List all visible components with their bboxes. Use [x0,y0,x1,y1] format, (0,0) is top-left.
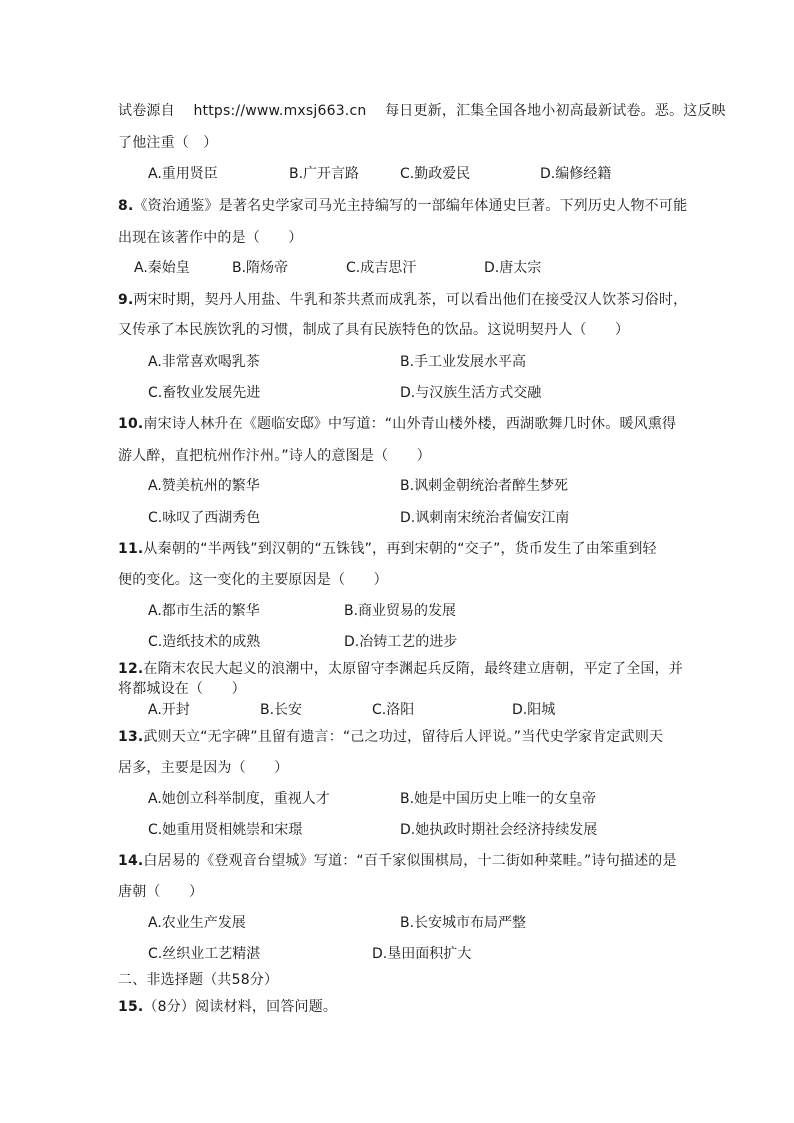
q12-option-d: D.阳城 [512,702,556,718]
q7-option-b: B.广开言路 [289,166,360,182]
q8-option-b: B.隋炀帝 [232,260,289,276]
q15-stem: 15.（8分）阅读材料，回答问题。 [118,999,338,1015]
q13-option-c: C.她重用贤相姚崇和宋璟 [148,822,303,838]
q7-continuation: 了他注重（ ） [118,135,218,151]
q8-stem-line1: 8.《资治通鉴》是著名史学家司马光主持编写的一部编年体通史巨著。下列历史人物不可能 [118,198,688,214]
q10-stem-line1: 10.南宋诗人林升在《题临安邸》中写道：“山外青山楼外楼，西湖歌舞几时休。暖风熏得 [118,416,677,432]
q14-option-c: C.丝织业工艺精湛 [148,946,261,962]
q7-option-d: D.编修经籍 [540,166,612,182]
q13-option-b: B.她是中国历史上唯一的女皇帝 [400,791,597,807]
source-line [118,101,726,121]
q15-number: 15. [118,999,144,1015]
q8-option-c: C.成吉思汗 [346,260,417,276]
q8-number: 8. [118,198,134,214]
q13-stem-line1: 13.武则天立“无字碑”且留有遗言：“己之功过，留待后人评说。”当代史学家肯定武则天 [118,729,664,745]
q8-option-a: A.秦始皇 [134,260,190,276]
q7-option-c: C.勤政爱民 [400,166,471,182]
q10-option-a: A.赞美杭州的繁华 [148,478,260,494]
q8-stem-line2: 出现在该著作中的是（ ） [118,230,303,246]
source-label: 试卷源自 [118,103,175,119]
q10-option-d: D.讽刺南宋统治者偏安江南 [400,510,570,526]
section2-title: 二、非选择题（共58分） [118,972,279,988]
q13-number: 13. [118,729,144,745]
q11-stem-line2: 便的变化。这一变化的主要原因是（ ） [118,572,388,588]
q9-option-c: C.畜牧业发展先进 [148,385,261,401]
q9-option-a: A.非常喜欢喝乳茶 [148,354,260,370]
q12-stem-line2: 将都城设在（ ） [118,681,246,697]
q11-stem-line1: 11.从秦朝的“半两钱”到汉朝的“五铢钱”，再到宋朝的“交子”，货币发生了由笨重到轻 [118,541,657,557]
q12-number: 12. [118,661,144,677]
q9-stem-line1: 9.两宋时期，契丹人用盐、牛乳和茶共煮而成乳茶，可以看出他们在接受汉人饮茶习俗时， [118,292,688,308]
q7-option-a: A.重用贤臣 [148,166,218,182]
q11-option-d: D.冶铸工艺的进步 [344,634,458,650]
q14-number: 14. [118,853,144,869]
q11-option-b: B.商业贸易的发展 [344,603,457,619]
q12-option-a: A.开封 [148,702,190,718]
q8-option-d: D.唐太宗 [484,260,542,276]
q12-option-b: B.长安 [260,702,303,718]
q11-number: 11. [118,541,144,557]
q9-option-d: D.与汉族生活方式交融 [400,385,542,401]
q9-option-b: B.手工业发展水平高 [400,354,527,370]
q9-number: 9. [118,292,134,308]
q14-stem-line2: 唐朝（ ） [118,884,204,900]
q12-option-c: C.洛阳 [372,702,415,718]
q11-option-a: A.都市生活的繁华 [148,603,260,619]
q12-stem-line1: 12.在隋末农民大起义的浪潮中，太原留守李渊起兵反隋，最终建立唐朝，平定了全国，并 [118,661,684,677]
source-url[interactable]: https://www.mxsj663.cn [193,103,367,119]
q11-option-c: C.造纸技术的成熟 [148,634,261,650]
q10-option-c: C.咏叹了西湖秀色 [148,510,261,526]
q14-option-b: B.长安城市布局严整 [400,915,527,931]
q14-option-d: D.垦田面积扩大 [372,946,472,962]
q13-option-d: D.她执政时期社会经济持续发展 [400,822,598,838]
q13-option-a: A.她创立科举制度，重视人才 [148,791,330,807]
q10-number: 10. [118,416,144,432]
source-notice: 每日更新，汇集全国各地小初高最新试卷。恶。这反映 [385,103,726,119]
q14-stem-line1: 14.白居易的《登观音台望城》写道：“百千家似围棋局，十二街如种菜畦。”诗句描述的是 [118,853,677,869]
q9-stem-line2: 又传承了本民族饮乳的习惯，制成了具有民族特色的饮品。这说明契丹人（ ） [118,322,630,338]
q10-stem-line2: 游人醉，直把杭州作汴州。”诗人的意图是（ ） [118,448,431,464]
q10-option-b: B.讽刺金朝统治者醉生梦死 [400,478,569,494]
q14-option-a: A.农业生产发展 [148,915,246,931]
q13-stem-line2: 居多，主要是因为（ ） [118,760,289,776]
